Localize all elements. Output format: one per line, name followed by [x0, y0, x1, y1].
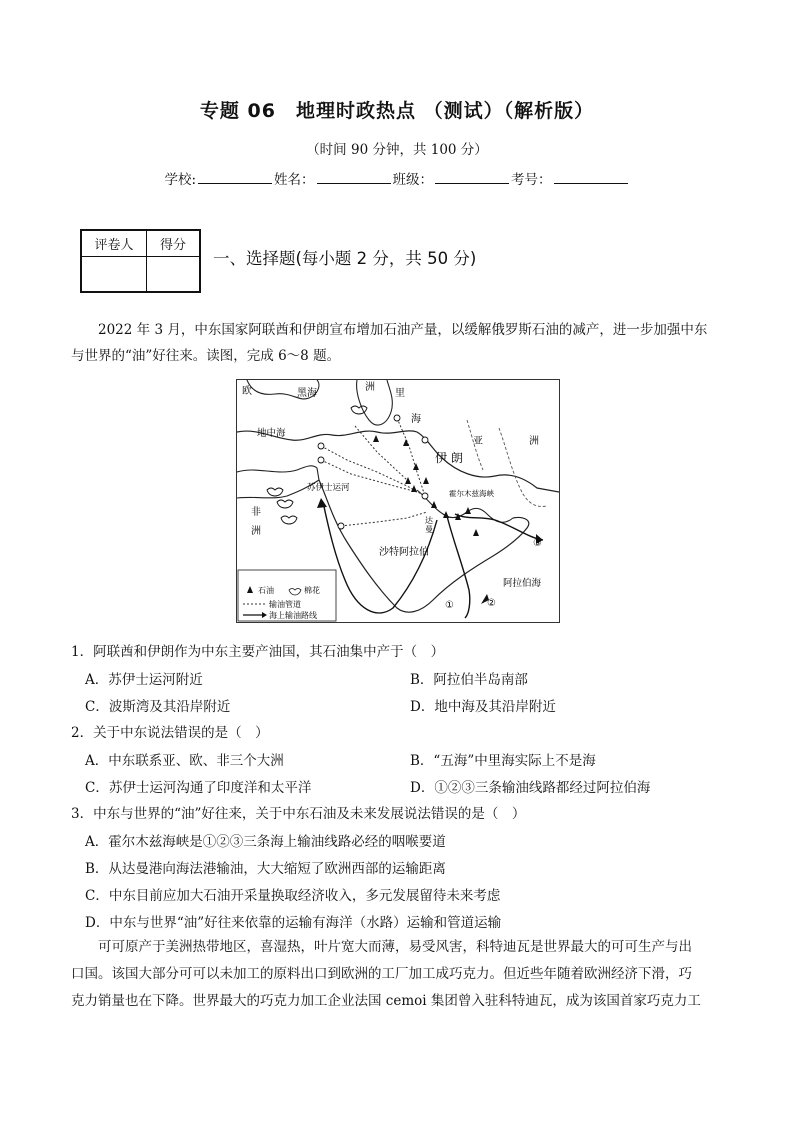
page-title: 专题 06 地理时政热点 （测试）（解析版）	[199, 100, 595, 122]
label-mediterranean: 地中海	[257, 428, 286, 439]
label-li: 里	[395, 388, 405, 399]
label-saudi: 沙特阿拉伯	[379, 547, 429, 558]
question-2-option-c[interactable]: C．苏伊士运河沟通了印度洋和太平洋	[85, 780, 312, 796]
label-black-sea: 黑海	[297, 388, 317, 399]
label-asia: 亚	[473, 436, 483, 447]
score-header: 得分	[147, 230, 201, 256]
legend-pipeline: 输油管道	[269, 600, 301, 609]
school-blank[interactable]	[198, 171, 272, 184]
question-1-option-a[interactable]: A．苏伊士运河附近	[85, 672, 203, 688]
section-heading: 一、选择题(每小题 2 分，共 50 分)	[213, 249, 477, 268]
port-icon	[338, 523, 344, 529]
page-subtitle: （时间 90 分钟，共 100 分）	[306, 142, 488, 158]
port-icon	[422, 493, 428, 499]
question-2-option-b[interactable]: B．“五海”中里海实际上不是海	[410, 753, 596, 769]
student-info-fields	[0, 168, 794, 188]
label-arabian-sea: 阿拉伯海	[503, 578, 542, 589]
label-europe: 欧	[242, 386, 252, 397]
label-africa-zhou: 洲	[251, 526, 261, 537]
closing-line-3: 克力销量也在下降。世界最大的巧克力加工企业法国 cemoi 集团曾入驻科特迪瓦，成为该国首家巧克力工	[71, 993, 701, 1009]
label-route-3: ③	[533, 538, 542, 549]
label-africa-fei: 非	[251, 507, 261, 518]
question-1-option-b[interactable]: B．阿拉伯半岛南部	[410, 672, 528, 688]
label-hormuz: 霍尔木兹海峡	[449, 489, 494, 498]
closing-line-2: 口国。该国大部分可可以未加工的原料出口到欧洲的工厂加工成巧克力。但近些年随着欧洲经济下滑，巧	[71, 966, 692, 982]
question-1-stem: 1．阿联酋和伊朗作为中东主要产油国，其石油集中产于（ ）	[71, 644, 445, 660]
label-dalaman-2: 曼	[425, 525, 433, 534]
label-zhou-asia: 洲	[529, 436, 539, 447]
label-dalaman-1: 达	[425, 516, 433, 525]
question-2-option-d[interactable]: D．①②③三条输油线路都经过阿拉伯海	[410, 780, 651, 796]
name-label: 姓名：	[274, 172, 315, 188]
port-icon	[318, 443, 324, 449]
label-suez: 苏伊士运河	[307, 483, 350, 493]
score-cell[interactable]	[147, 256, 201, 292]
name-blank[interactable]	[317, 171, 391, 184]
question-3-stem: 3．中东与世界的“油”好往来，关于中东石油及未来发展说法错误的是（ ）	[71, 806, 526, 822]
middle-east-map	[236, 379, 560, 623]
closing-line-1: 可可原产于美洲热带地区，喜湿热，叶片宽大而薄，易受风害，科特迪瓦是世界最大的可可生产与出	[98, 939, 692, 955]
number-blank[interactable]	[554, 171, 628, 184]
label-route-1: ①	[445, 600, 454, 611]
class-label: 班级：	[392, 172, 434, 188]
port-icon	[394, 415, 400, 421]
grader-cell[interactable]	[81, 256, 147, 292]
question-3-option-d[interactable]: D．中东与世界“油”好往来依靠的运输有海洋（水路）运输和管道运输	[85, 915, 502, 931]
question-3-option-a[interactable]: A．霍尔木兹海峡是①②③三条海上输油线路必经的咽喉要道	[85, 834, 446, 850]
number-label: 考号：	[511, 172, 552, 188]
legend-sea-route: 海上输油路线	[269, 611, 317, 620]
intro-line-1: 2022 年 3 月，中东国家阿联酋和伊朗宣布增加石油产量，以缓解俄罗斯石油的减产，进一步加强中东	[98, 322, 708, 338]
school-label: 学校:	[164, 172, 197, 188]
port-icon	[422, 437, 428, 443]
legend-cotton: 棉花	[304, 586, 320, 595]
question-2-option-a[interactable]: A．中东联系亚、欧、非三个大洲	[85, 753, 284, 769]
question-1-option-c[interactable]: C．波斯湾及其沿岸附近	[85, 699, 231, 715]
class-blank[interactable]	[435, 171, 509, 184]
label-route-2: ②	[487, 598, 496, 609]
label-hai: 海	[411, 414, 421, 425]
question-1-option-d[interactable]: D．地中海及其沿岸附近	[410, 699, 556, 715]
intro-line-2: 与世界的“油”好往来。读图，完成 6～8 题。	[71, 348, 341, 364]
question-2-stem: 2．关于中东说法错误的是（ ）	[71, 725, 269, 741]
grader-header: 评卷人	[81, 230, 147, 256]
port-icon	[318, 457, 324, 463]
label-zhou-europe: 洲	[365, 382, 375, 393]
legend-oil: 石油	[258, 586, 274, 595]
question-3-option-c[interactable]: C．中东目前应加大石油开采量换取经济收入，多元发展留待未来考虑	[85, 888, 501, 904]
score-table	[80, 229, 201, 293]
map-legend	[238, 570, 336, 621]
label-iran: 伊 朗	[435, 451, 463, 465]
question-3-option-b[interactable]: B．从达曼港向海法港输油，大大缩短了欧洲西部的运输距离	[85, 861, 446, 877]
